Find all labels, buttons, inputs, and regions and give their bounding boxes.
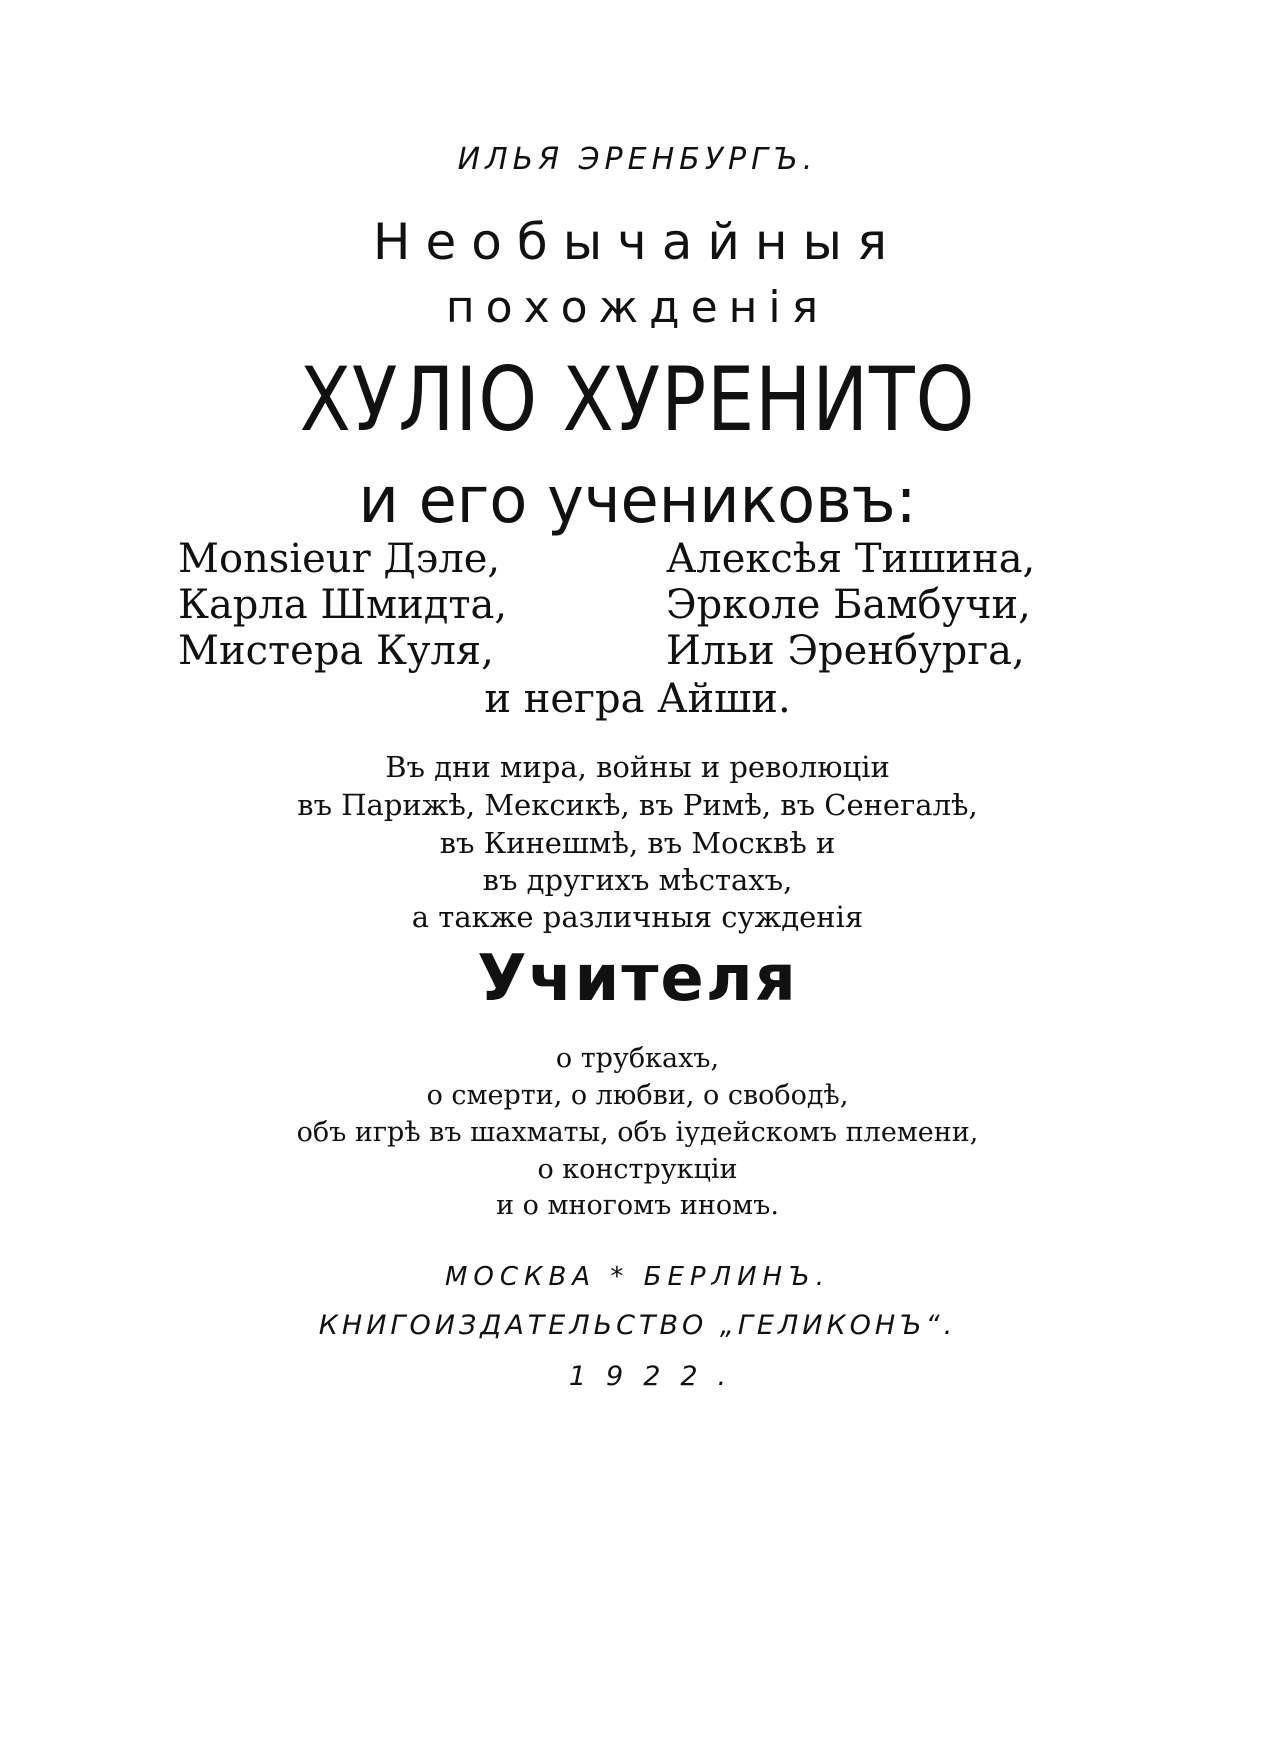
topic-line: о конструкціи xyxy=(537,1154,738,1185)
disciple-name: Ильи Эренбурга, xyxy=(666,628,1025,674)
disciple-name: Monsieur Дэле, xyxy=(178,536,501,582)
settings-line: а также различныя сужденія xyxy=(411,900,864,934)
topic-line: о смерти, о любви, о свободѣ, xyxy=(426,1080,849,1111)
imprint-year: 1922. xyxy=(568,1361,747,1392)
settings-line: Въ дни мира, войны и революціи xyxy=(385,750,890,784)
author-name: ИЛЬЯ ЭРЕНБУРГЪ. xyxy=(457,142,818,177)
disciple-name: Карла Шмидта, xyxy=(178,582,508,628)
imprint-publisher: КНИГОИЗДАТЕЛЬСТВО „ГЕЛИКОНЪ“. xyxy=(318,1310,957,1341)
disciple-name: Алексѣя Тишина, xyxy=(666,536,1036,582)
title-line-4: и его учениковъ: xyxy=(358,464,917,538)
topic-line: объ игрѣ въ шахматы, объ іудейскомъ племени, xyxy=(296,1117,979,1148)
title-line-1: Необычайныя xyxy=(372,213,903,271)
settings-line: въ Кинешмѣ, въ Москвѣ и xyxy=(439,826,836,860)
title-line-2: похожденія xyxy=(445,282,830,333)
title-main: ХУЛІО ХУРЕНИТО xyxy=(299,348,976,451)
imprint-cities: МОСКВА * БЕРЛИНЪ. xyxy=(444,1262,831,1292)
disciple-name: Мистера Куля, xyxy=(178,628,494,674)
disciple-name-last: и негра Айши. xyxy=(484,676,791,722)
disciple-name: Эрколе Бамбучи, xyxy=(666,582,1031,628)
settings-line: въ другихъ мѣстахъ, xyxy=(482,863,793,897)
topic-line: и о многомъ иномъ. xyxy=(496,1190,779,1221)
teacher-heading: Учителя xyxy=(477,942,798,1016)
settings-line: въ Парижѣ, Мексикѣ, въ Римѣ, въ Сенегалѣ, xyxy=(297,788,978,822)
topic-line: о трубкахъ, xyxy=(555,1043,720,1074)
